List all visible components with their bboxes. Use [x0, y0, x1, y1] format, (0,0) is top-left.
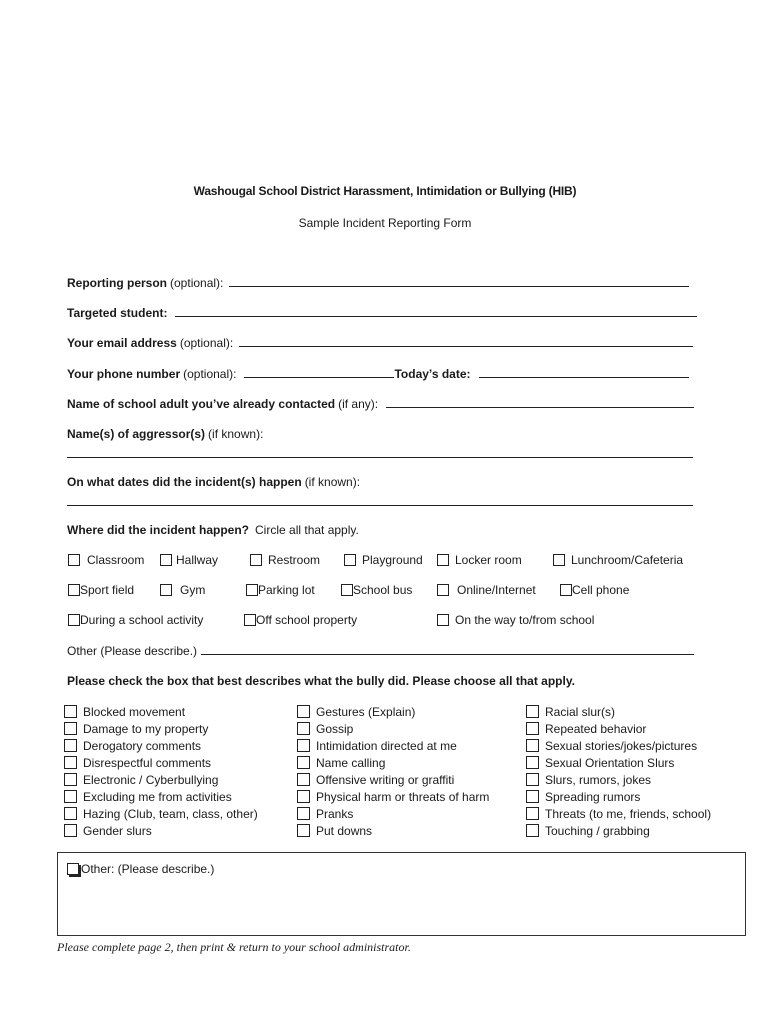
- checkbox[interactable]: [526, 773, 539, 786]
- behavior-option[interactable]: Pranks: [297, 805, 489, 822]
- form-subtitle: Sample Incident Reporting Form: [298, 216, 472, 230]
- phone-label: Your phone number: [67, 367, 181, 381]
- behavior-option[interactable]: Name calling: [297, 754, 489, 771]
- checkbox[interactable]: [526, 705, 539, 718]
- behavior-instruction: Please check the box that best describes what the bully did. Please choose all that apply.: [67, 674, 575, 688]
- phone-line[interactable]: [244, 376, 394, 378]
- behavior-column-2: [297, 703, 489, 839]
- checkbox[interactable]: [64, 756, 77, 769]
- school-adult-label: Name of school adult you’ve already contacted: [67, 397, 336, 411]
- behavior-option[interactable]: Damage to my property: [64, 720, 258, 737]
- other-behavior-option[interactable]: [67, 862, 214, 876]
- checkbox[interactable]: [297, 824, 310, 837]
- location-option[interactable]: Locker room: [437, 553, 522, 567]
- location-option[interactable]: Hallway: [160, 553, 218, 567]
- reporting-person-line[interactable]: [229, 285, 689, 287]
- behavior-option[interactable]: Touching / grabbing: [526, 822, 711, 839]
- behavior-option[interactable]: Put downs: [297, 822, 489, 839]
- checkbox[interactable]: [297, 756, 310, 769]
- checkbox[interactable]: [64, 739, 77, 752]
- location-option[interactable]: Online/Internet: [437, 583, 536, 597]
- school-adult-field[interactable]: [67, 397, 694, 411]
- location-option[interactable]: Parking lot: [246, 583, 315, 597]
- location-option[interactable]: Off school property: [244, 613, 357, 627]
- location-question: [67, 523, 359, 537]
- school-adult-hint: (if any):: [338, 397, 379, 411]
- email-hint: (optional):: [179, 336, 234, 350]
- location-other-field[interactable]: [67, 644, 694, 658]
- behavior-option[interactable]: Derogatory comments: [64, 737, 258, 754]
- behavior-option[interactable]: Sexual stories/jokes/pictures: [526, 737, 711, 754]
- reporting-person-hint: (optional):: [170, 276, 224, 290]
- todays-date-label: Today’s date:: [394, 367, 471, 381]
- location-option[interactable]: On the way to/from school: [437, 613, 594, 627]
- checkbox[interactable]: [297, 790, 310, 803]
- checkbox[interactable]: [437, 614, 449, 626]
- behavior-option[interactable]: Physical harm or threats of harm: [297, 788, 489, 805]
- checkbox[interactable]: [297, 773, 310, 786]
- checkbox[interactable]: [64, 773, 77, 786]
- behavior-option[interactable]: Gossip: [297, 720, 489, 737]
- behavior-option[interactable]: Slurs, rumors, jokes: [526, 771, 711, 788]
- checkbox[interactable]: [160, 584, 172, 596]
- behavior-option[interactable]: Threats (to me, friends, school): [526, 805, 711, 822]
- checkbox[interactable]: [64, 790, 77, 803]
- form-title: Washougal School District Harassment, Intimidation or Bullying (HIB): [193, 184, 577, 198]
- behavior-option[interactable]: Offensive writing or graffiti: [297, 771, 489, 788]
- behavior-option[interactable]: Racial slur(s): [526, 703, 711, 720]
- location-option[interactable]: Sport field: [68, 583, 134, 597]
- email-line[interactable]: [239, 345, 693, 347]
- checkbox[interactable]: [526, 790, 539, 803]
- aggressors-field: [67, 427, 263, 441]
- aggressors-hint: (if known):: [208, 427, 264, 441]
- behavior-column-3: [526, 703, 711, 839]
- checkbox[interactable]: [68, 614, 80, 626]
- behavior-option[interactable]: Excluding me from activities: [64, 788, 258, 805]
- behavior-option[interactable]: Blocked movement: [64, 703, 258, 720]
- dates-hint: (if known):: [304, 475, 361, 489]
- checkbox[interactable]: [68, 584, 80, 596]
- dates-line[interactable]: [67, 505, 693, 506]
- checkbox[interactable]: [246, 584, 258, 596]
- location-option[interactable]: Classroom: [68, 553, 144, 567]
- checkbox[interactable]: [553, 554, 565, 566]
- behavior-option[interactable]: Hazing (Club, team, class, other): [64, 805, 258, 822]
- checkbox[interactable]: [437, 584, 449, 596]
- behavior-option[interactable]: Repeated behavior: [526, 720, 711, 737]
- checkbox[interactable]: [341, 584, 353, 596]
- checkbox[interactable]: [64, 824, 77, 837]
- checkbox[interactable]: [297, 739, 310, 752]
- location-other-line[interactable]: [201, 653, 694, 655]
- dates-label: On what dates did the incident(s) happen: [67, 475, 302, 489]
- phone-field[interactable]: [67, 367, 689, 381]
- targeted-student-field[interactable]: [67, 306, 697, 320]
- checkbox[interactable]: [526, 807, 539, 820]
- checkbox[interactable]: [560, 584, 572, 596]
- behavior-option[interactable]: Sexual Orientation Slurs: [526, 754, 711, 771]
- checkbox[interactable]: [297, 807, 310, 820]
- location-option[interactable]: During a school activity: [68, 613, 203, 627]
- checkbox[interactable]: [526, 739, 539, 752]
- email-field[interactable]: [67, 336, 693, 350]
- reporting-person-label: Reporting person: [67, 276, 168, 290]
- checkbox[interactable]: [64, 807, 77, 820]
- footer-note: Please complete page 2, then print & return to your school administrator.: [57, 940, 411, 954]
- location-instruction: Circle all that apply.: [255, 523, 359, 537]
- checkbox[interactable]: [244, 614, 256, 626]
- behavior-option[interactable]: Spreading rumors: [526, 788, 711, 805]
- checkbox[interactable]: [344, 554, 356, 566]
- checkbox[interactable]: [64, 705, 77, 718]
- behavior-option[interactable]: Gestures (Explain): [297, 703, 489, 720]
- checkbox[interactable]: [68, 554, 80, 566]
- location-option[interactable]: Playground: [344, 553, 423, 567]
- location-option[interactable]: Restroom: [250, 553, 320, 567]
- checkbox[interactable]: [437, 554, 449, 566]
- other-description-box[interactable]: [57, 852, 746, 936]
- location-option[interactable]: Lunchroom/Cafeteria: [553, 553, 683, 567]
- behavior-option[interactable]: Intimidation directed at me: [297, 737, 489, 754]
- school-adult-line[interactable]: [386, 406, 694, 408]
- aggressors-label: Name(s) of aggressor(s): [67, 427, 206, 441]
- location-option[interactable]: School bus: [341, 583, 412, 597]
- checkbox[interactable]: [297, 705, 310, 718]
- checkbox[interactable]: [64, 722, 77, 735]
- email-label: Your email address: [67, 336, 177, 350]
- todays-date-line[interactable]: [479, 376, 689, 378]
- checkbox[interactable]: [526, 756, 539, 769]
- targeted-student-label: Targeted student:: [67, 306, 168, 320]
- other-behavior-label: Other: (Please describe.): [81, 862, 215, 876]
- behavior-option[interactable]: Gender slurs: [64, 822, 258, 839]
- behavior-option[interactable]: Electronic / Cyberbullying: [64, 771, 258, 788]
- checkbox[interactable]: [526, 824, 539, 837]
- behavior-column-1: [64, 703, 258, 839]
- location-option[interactable]: Cell phone: [560, 583, 629, 597]
- targeted-student-line[interactable]: [175, 315, 697, 317]
- location-other-label: Other (Please describe.): [67, 644, 198, 658]
- checkbox[interactable]: [297, 722, 310, 735]
- reporting-person-field[interactable]: [67, 276, 689, 290]
- checkbox[interactable]: [160, 554, 172, 566]
- checkbox[interactable]: [526, 722, 539, 735]
- behavior-option[interactable]: Disrespectful comments: [64, 754, 258, 771]
- dates-field: [67, 475, 360, 489]
- location-option[interactable]: Gym: [160, 583, 205, 597]
- phone-hint: (optional):: [183, 367, 237, 381]
- aggressors-line[interactable]: [67, 457, 693, 458]
- checkbox[interactable]: [250, 554, 262, 566]
- location-question-label: Where did the incident happen?: [67, 523, 250, 537]
- checkbox[interactable]: [67, 863, 79, 875]
